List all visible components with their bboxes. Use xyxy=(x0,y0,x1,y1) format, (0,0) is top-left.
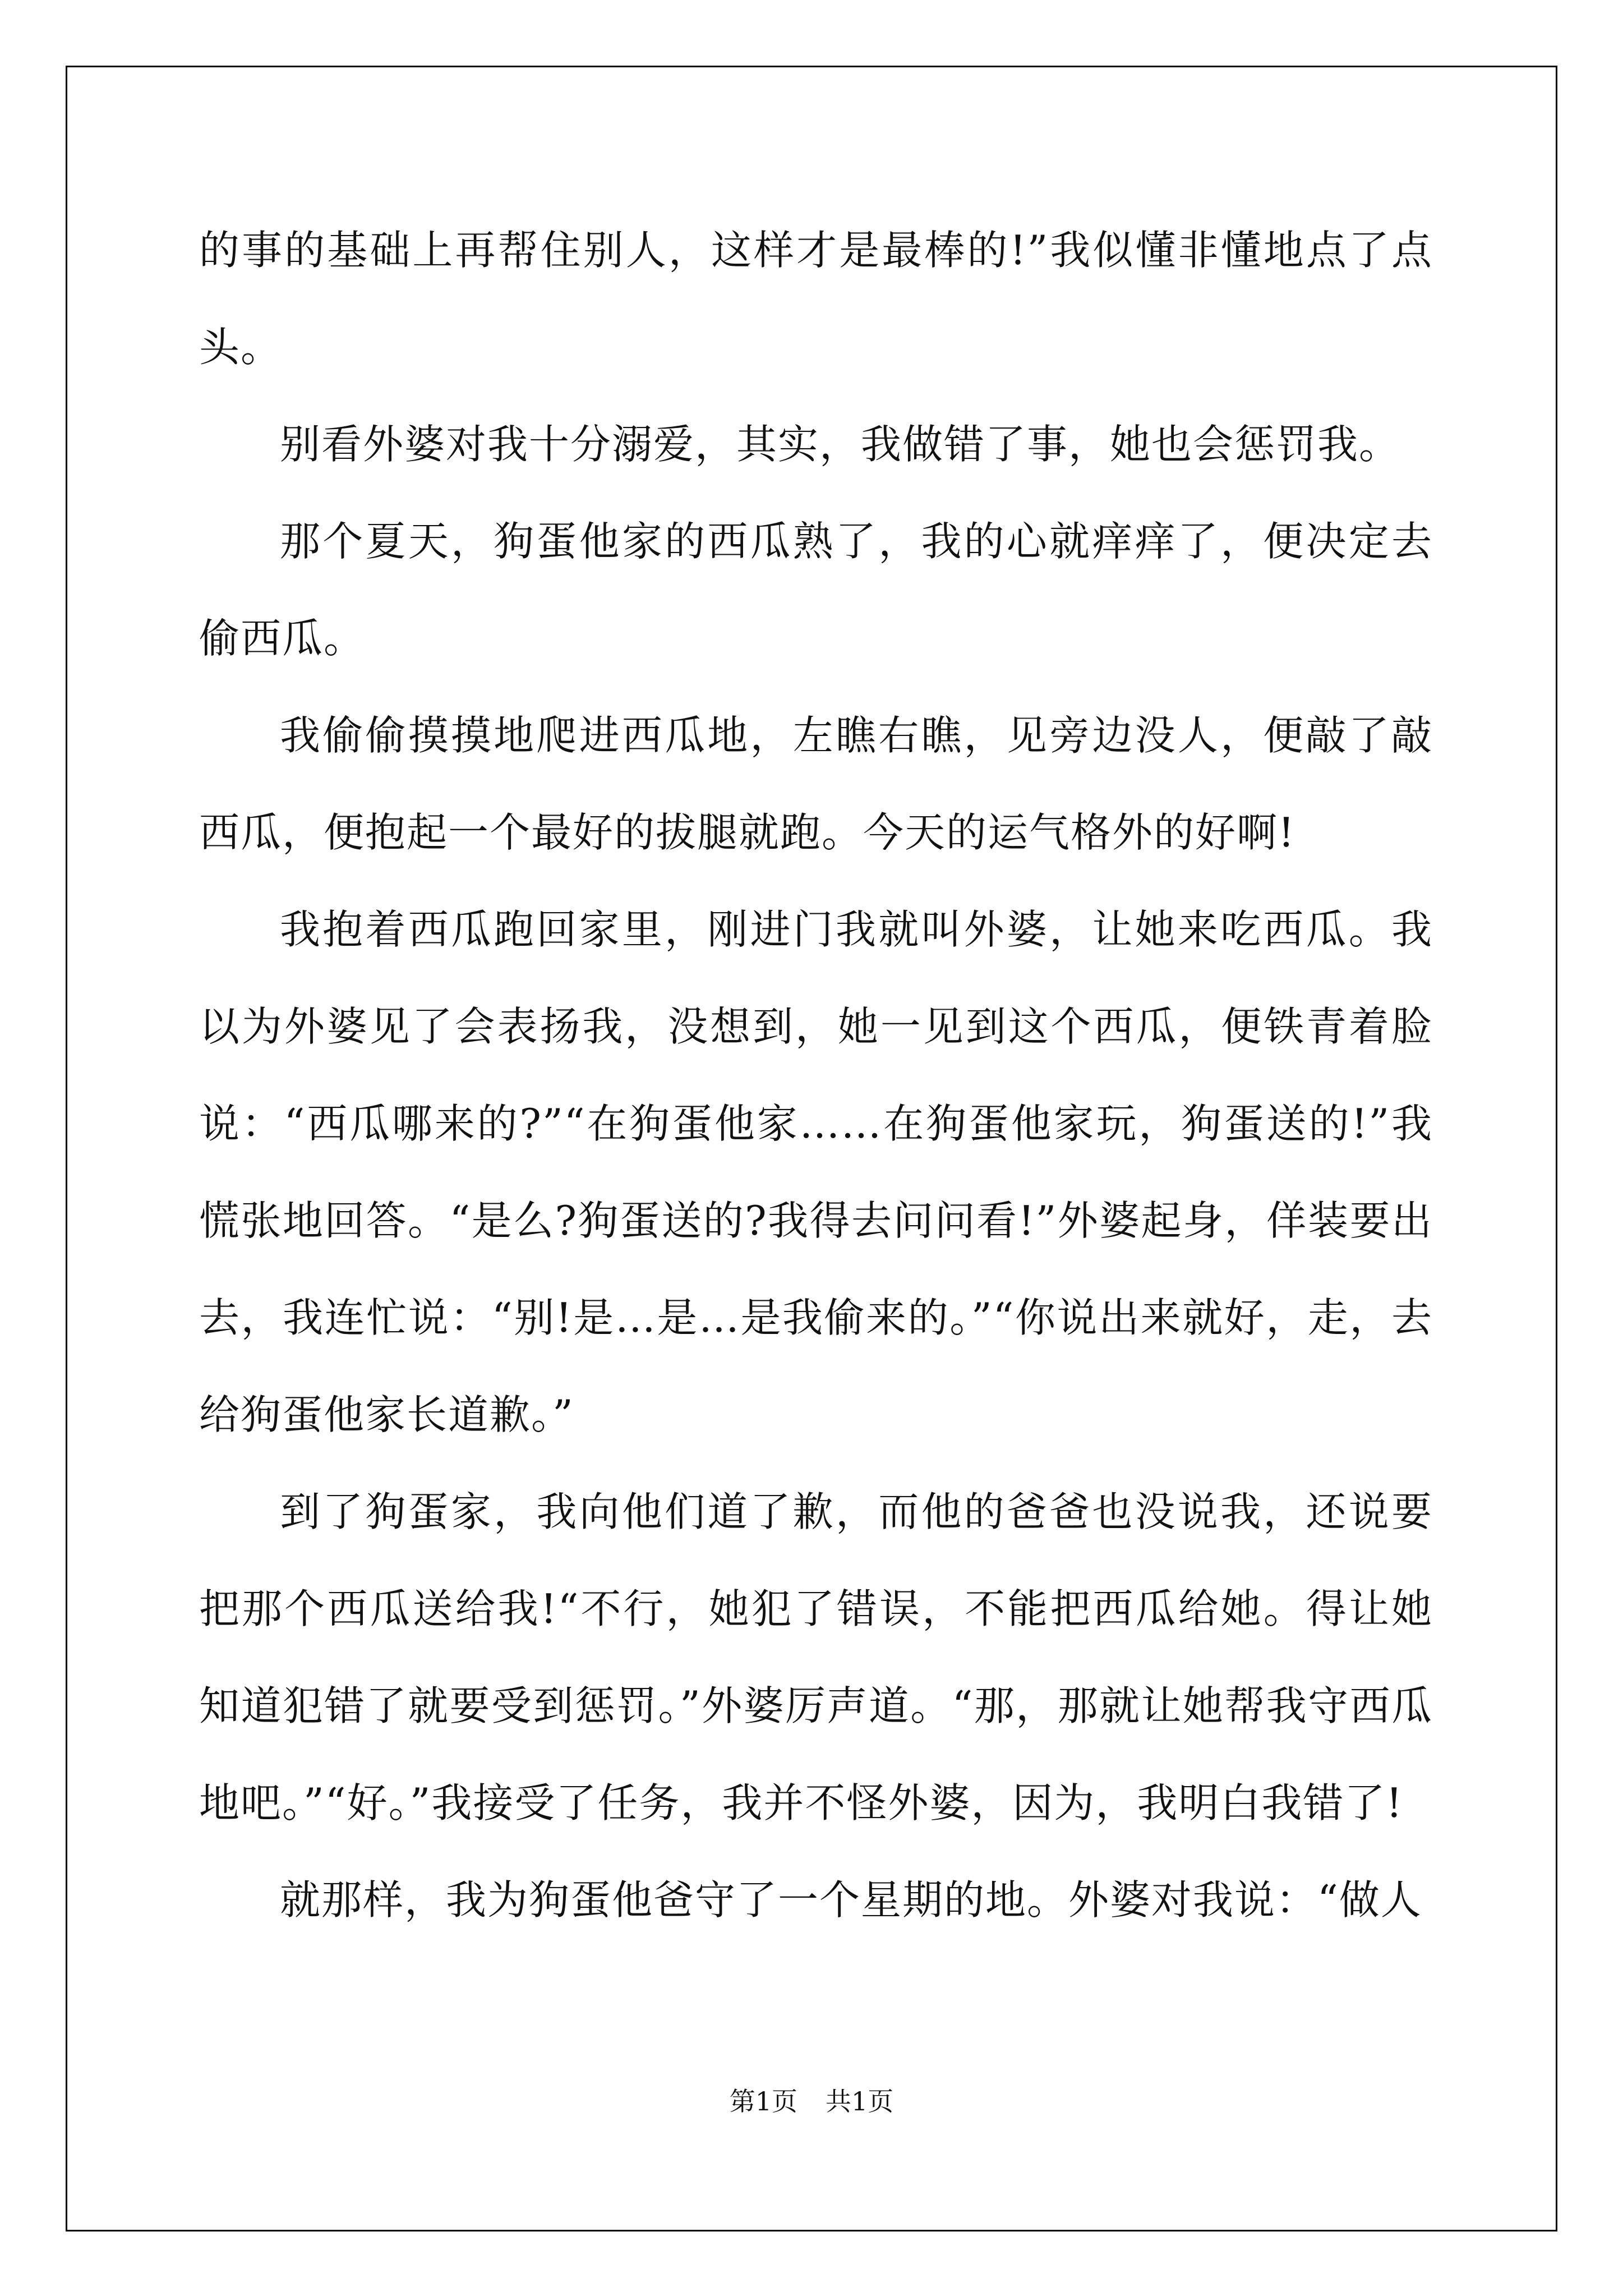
paragraph: 就那样，我为狗蛋他爸守了一个星期的地。外婆对我说：“做人 xyxy=(280,1876,1422,1924)
paragraph: 我偷偷摸摸地爬进西瓜地，左瞧右瞧，见旁边没人，便敲了敲西瓜，便抱起一个最好的拔腿就跑。今天的运气格外的好啊! xyxy=(199,712,1433,856)
paragraph: 的事的基础上再帮住别人，这样才是最棒的!”我似懂非懂地点了点头。 xyxy=(199,227,1433,371)
page-number-current: 第1页 xyxy=(729,2086,797,2116)
paragraph: 我抱着西瓜跑回家里，刚进门我就叫外婆，让她来吃西瓜。我以为外婆见了会表扬我，没想到，她一见到这个西瓜，便铁青着脸说：“西瓜哪来的?”“在狗蛋他家……在狗蛋他家玩，狗蛋送的!”我慌张地回答。“是么?狗蛋送的?我得去问问看!”外婆起身，佯装要出去，我连忙说：“别!是…是…是我偷来的。”“你说出来就好，走，去给狗蛋他家长道歉。” xyxy=(199,906,1433,1438)
page-number-total: 共1页 xyxy=(826,2086,894,2116)
document-body xyxy=(199,202,1433,1949)
page-footer xyxy=(0,2081,1623,2118)
paragraph: 那个夏天，狗蛋他家的西瓜熟了，我的心就痒痒了，便决定去偷西瓜。 xyxy=(199,518,1433,662)
paragraph: 别看外婆对我十分溺爱，其实，我做错了事，她也会惩罚我。 xyxy=(280,421,1401,468)
paragraph: 到了狗蛋家，我向他们道了歉，而他的爸爸也没说我，还说要把那个西瓜送给我!“不行，她犯了错误，不能把西瓜给她。得让她知道犯错了就要受到惩罚。”外婆厉声道。“那，那就让她帮我守西瓜地吧。”“好。”我接受了任务，我并不怪外婆，因为，我明白我错了! xyxy=(199,1488,1433,1826)
